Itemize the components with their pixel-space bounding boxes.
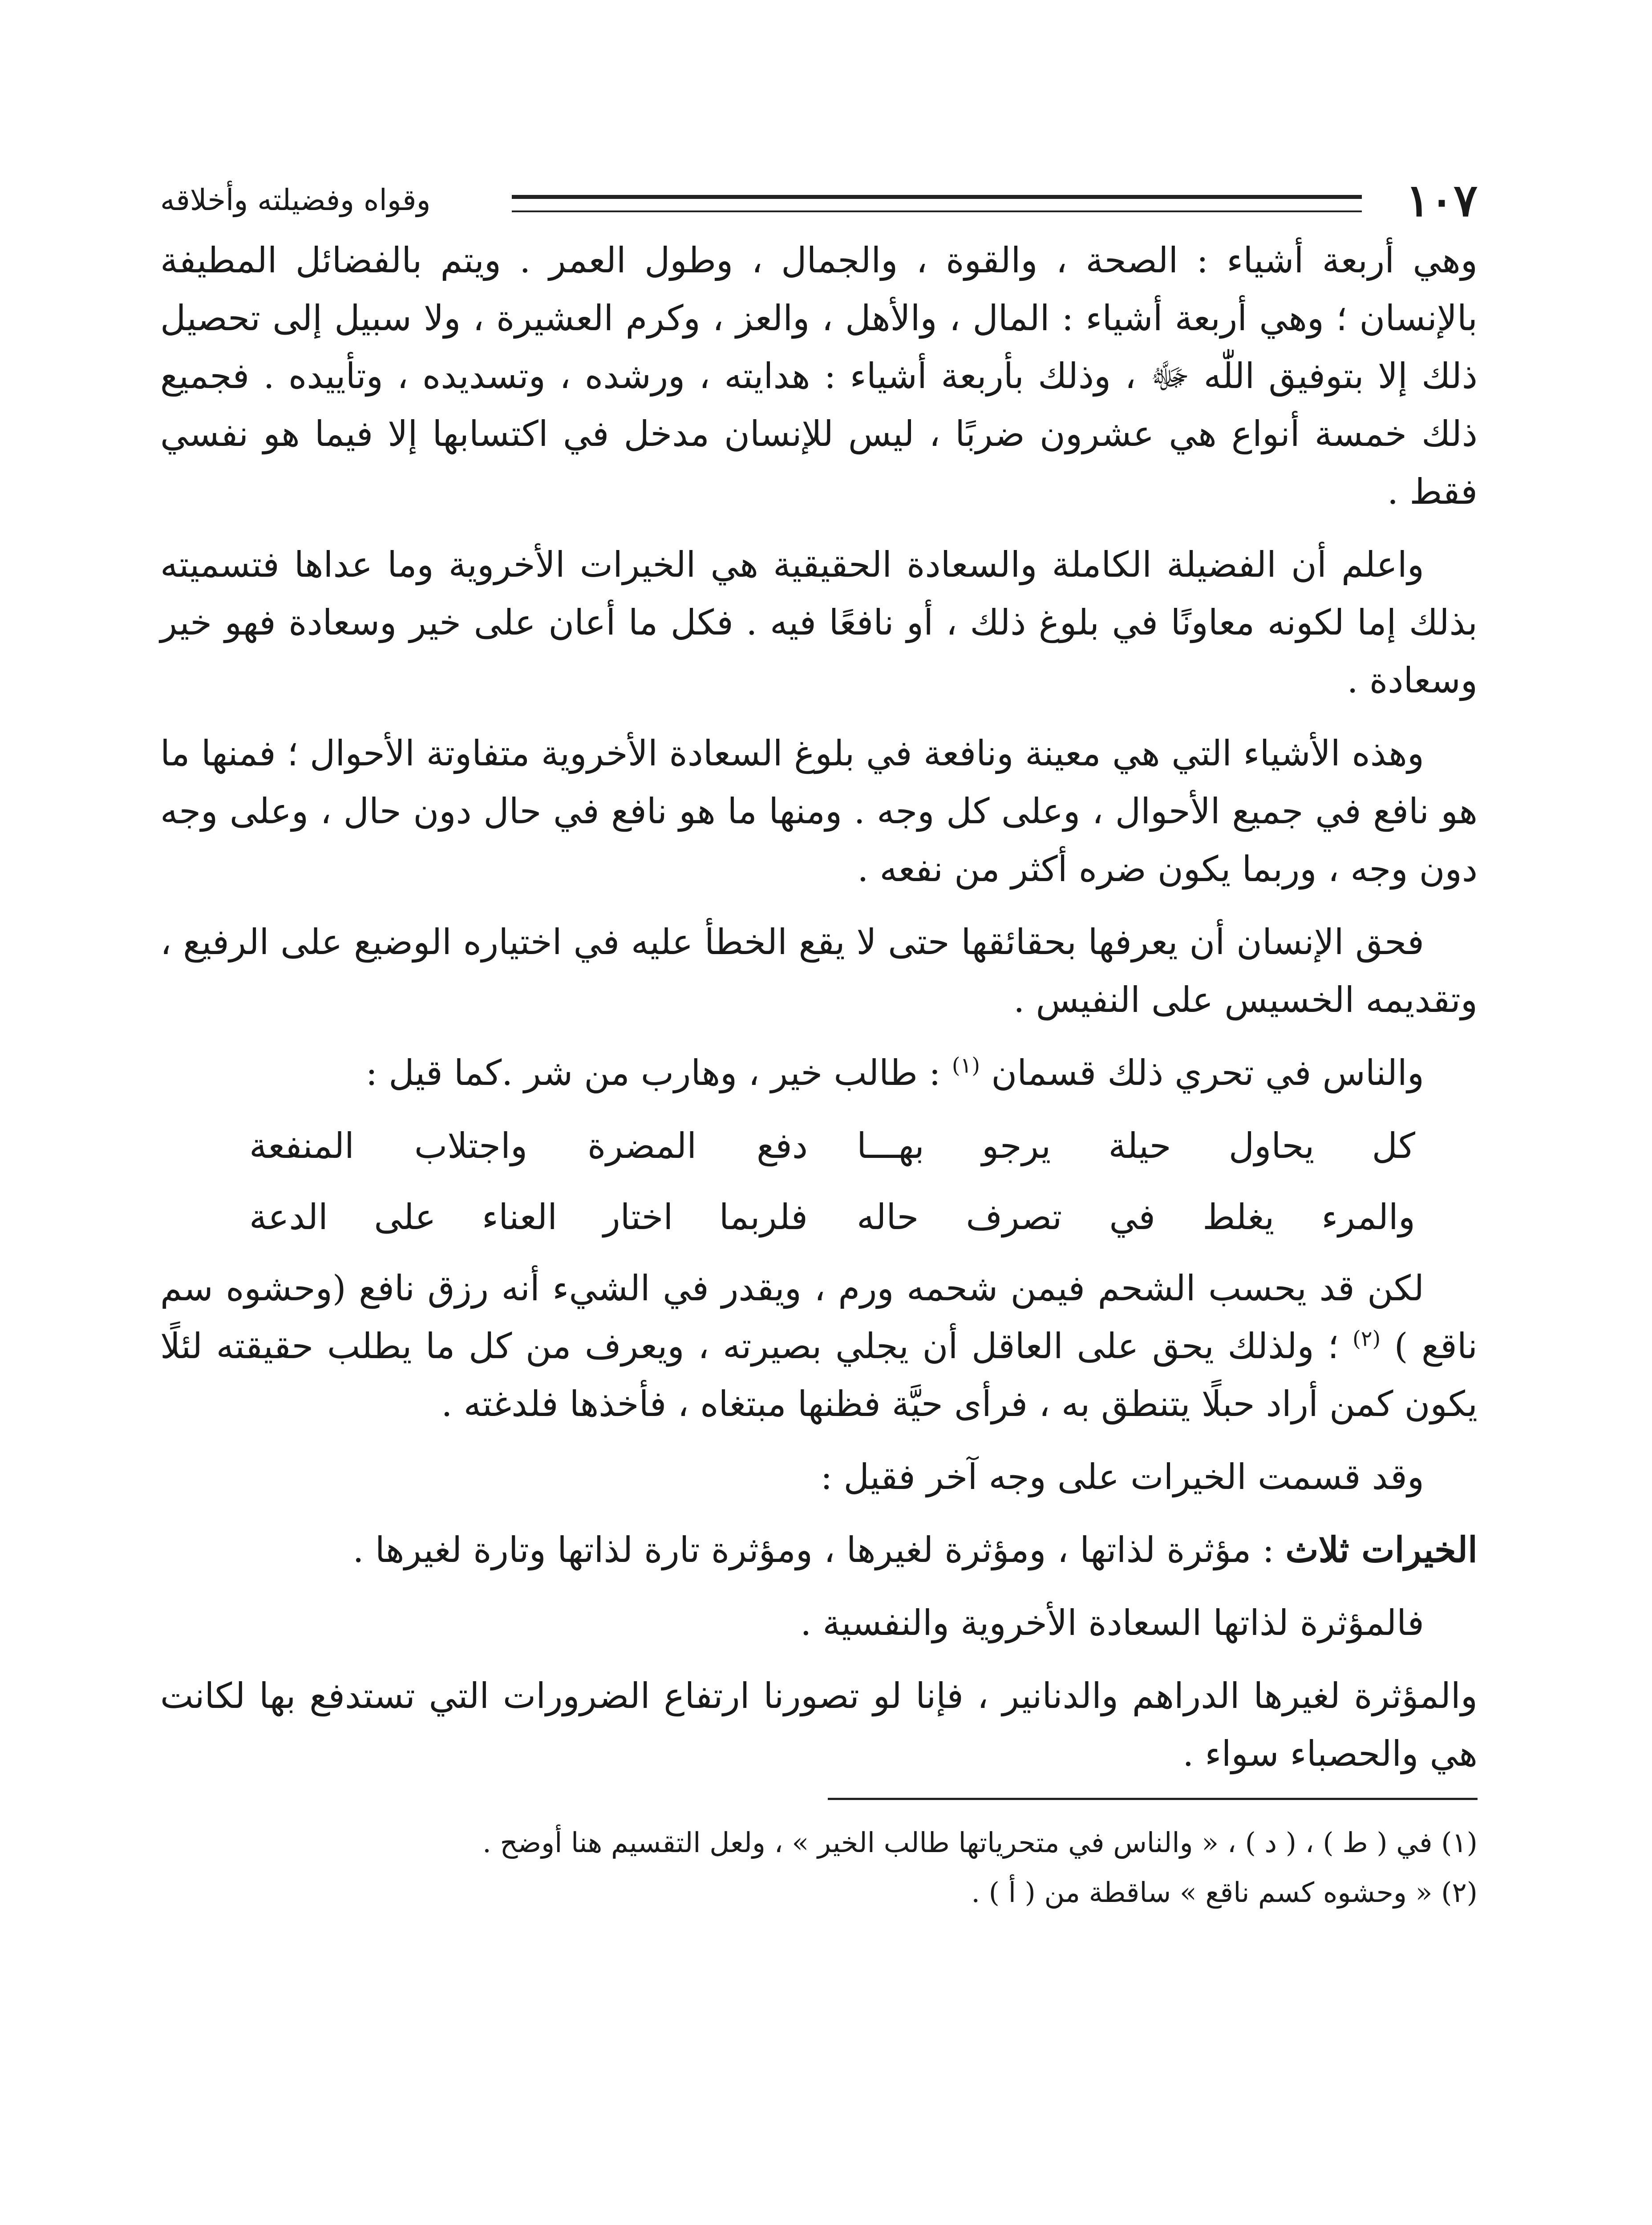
page-content [160, 169, 1478, 1918]
paragraph: وقد قسمت الخيرات على وجه آخر فقيل : [820, 1456, 1424, 1497]
bold-term: الخيرات ثلاث [1285, 1529, 1478, 1570]
paragraph: وهي أربعة أشياء : الصحة ، والقوة ، والجمال ، وطول العمر . ويتم بالفضائل المطيفة بالإنسان ؛ وهي أربعة أشياء : المال ، والأهل ، والعز ، وكرم العشيرة ، ولا سبيل إلى تحصيل ذلك إلا بتوفيق اللّٰه ﷻ ، وذلك بأربعة أشياء : هدايته ، ورشده ، وتسديده ، وتأييده . فجميع ذلك خمسة أنواع هي عشرون ضربًا ، ليس للإنسان مدخل في اكتسابها إلا فيما هو نفسي فقط . [160, 240, 1478, 512]
footnote-ref: (٢) [1352, 1326, 1381, 1351]
paragraph: فحق الإنسان أن يعرفها بحقائقها حتى لا يقع الخطأ عليه في اختياره الوضيع على الرفيع ، وتقديمه الخسيس على النفيس . [160, 922, 1478, 1020]
verse-second-hemistich: دفع المضرة واجتلاب المنفعة [249, 1125, 808, 1166]
verse-line [160, 1188, 1478, 1246]
paragraph: واعلم أن الفضيلة الكاملة والسعادة الحقيقية هي الخيرات الأخروية وما عداها فتسميته بذلك إما لكونه معاونًا في بلوغ ذلك ، أو نافعًا فيه . فكل ما أعان على خير وسعادة فهو خير وسعادة . [160, 544, 1478, 701]
verse-second-hemistich: فلربما اختار العناء على الدعة [249, 1197, 808, 1238]
paragraph: وهذه الأشياء التي هي معينة ونافعة في بلوغ السعادة الأخروية متفاوتة الأحوال ؛ فمنها ما هو نافع في جميع الأحوال ، وعلى كل وجه . ومنها ما هو نافع في حال دون حال ، وعلى وجه دون وجه ، وربما يكون ضره أكثر من نفعه . [160, 733, 1478, 890]
paragraph-text-rest: ؛ ولذلك يحق على العاقل أن يجلي بصيرته ، ويعرف من كل ما يطلب حقيقته لئلًا يكون كمن أراد حبلًا يتنطق به ، فرأى حيَّة فظنها مبتغاه ، فأخذها فلدغته . [160, 1326, 1478, 1424]
paragraph: فالمؤثرة لذاتها السعادة الأخروية والنفسية . [800, 1602, 1424, 1643]
footnote-ref: (١) [952, 1053, 980, 1078]
verse-line [160, 1117, 1478, 1175]
paragraph-three-goods [160, 1521, 1478, 1579]
page-number: ١٠٧ [1405, 174, 1478, 227]
footnote: (١) في ( ط ) ، ( د ) ، « والناس في متحرياتها طالب الخير » ، ولعل التقسيم هنا أوضح . [482, 1826, 1478, 1859]
footnote-separator [828, 1798, 1478, 1800]
paragraph-after-verse [160, 1259, 1478, 1433]
running-title: وقواه وفضيلته وأخلاقه [160, 183, 431, 217]
running-header [160, 169, 1478, 231]
header-rule [512, 195, 1362, 212]
footnote: (٢) « وحشوه كسم ناقع » ساقطة من ( أ ) . [971, 1876, 1478, 1909]
paragraph-division [160, 1044, 1478, 1102]
footnotes [160, 1818, 1478, 1918]
main-text [160, 231, 1478, 1783]
paragraph-text: لكن قد يحسب الشحم فيمن شحمه ورم ، ويقدر في الشيء أنه رزق نافع (وحشوه سم ناقع ) [160, 1268, 1478, 1367]
verse-first-hemistich: كل يحاول حيلة يرجو بهـــا [857, 1125, 1415, 1166]
paragraph: والمؤثرة لغيرها الدراهم والدنانير ، فإنا لو تصورنا ارتفاع الضرورات التي تستدفع بها لكانت هي والحصباء سواء . [160, 1675, 1478, 1774]
division-text: والناس في تحري ذلك قسمان [991, 1052, 1424, 1093]
paragraph-text: : مؤثرة لذاتها ، ومؤثرة لغيرها ، ومؤثرة تارة لذاتها وتارة لغيرها . [352, 1529, 1275, 1570]
division-text-rest: : طالب خير ، وهارب من شر .كما قيل : [365, 1052, 941, 1093]
verse-first-hemistich: والمرء يغلط في تصرف حاله [857, 1197, 1415, 1238]
